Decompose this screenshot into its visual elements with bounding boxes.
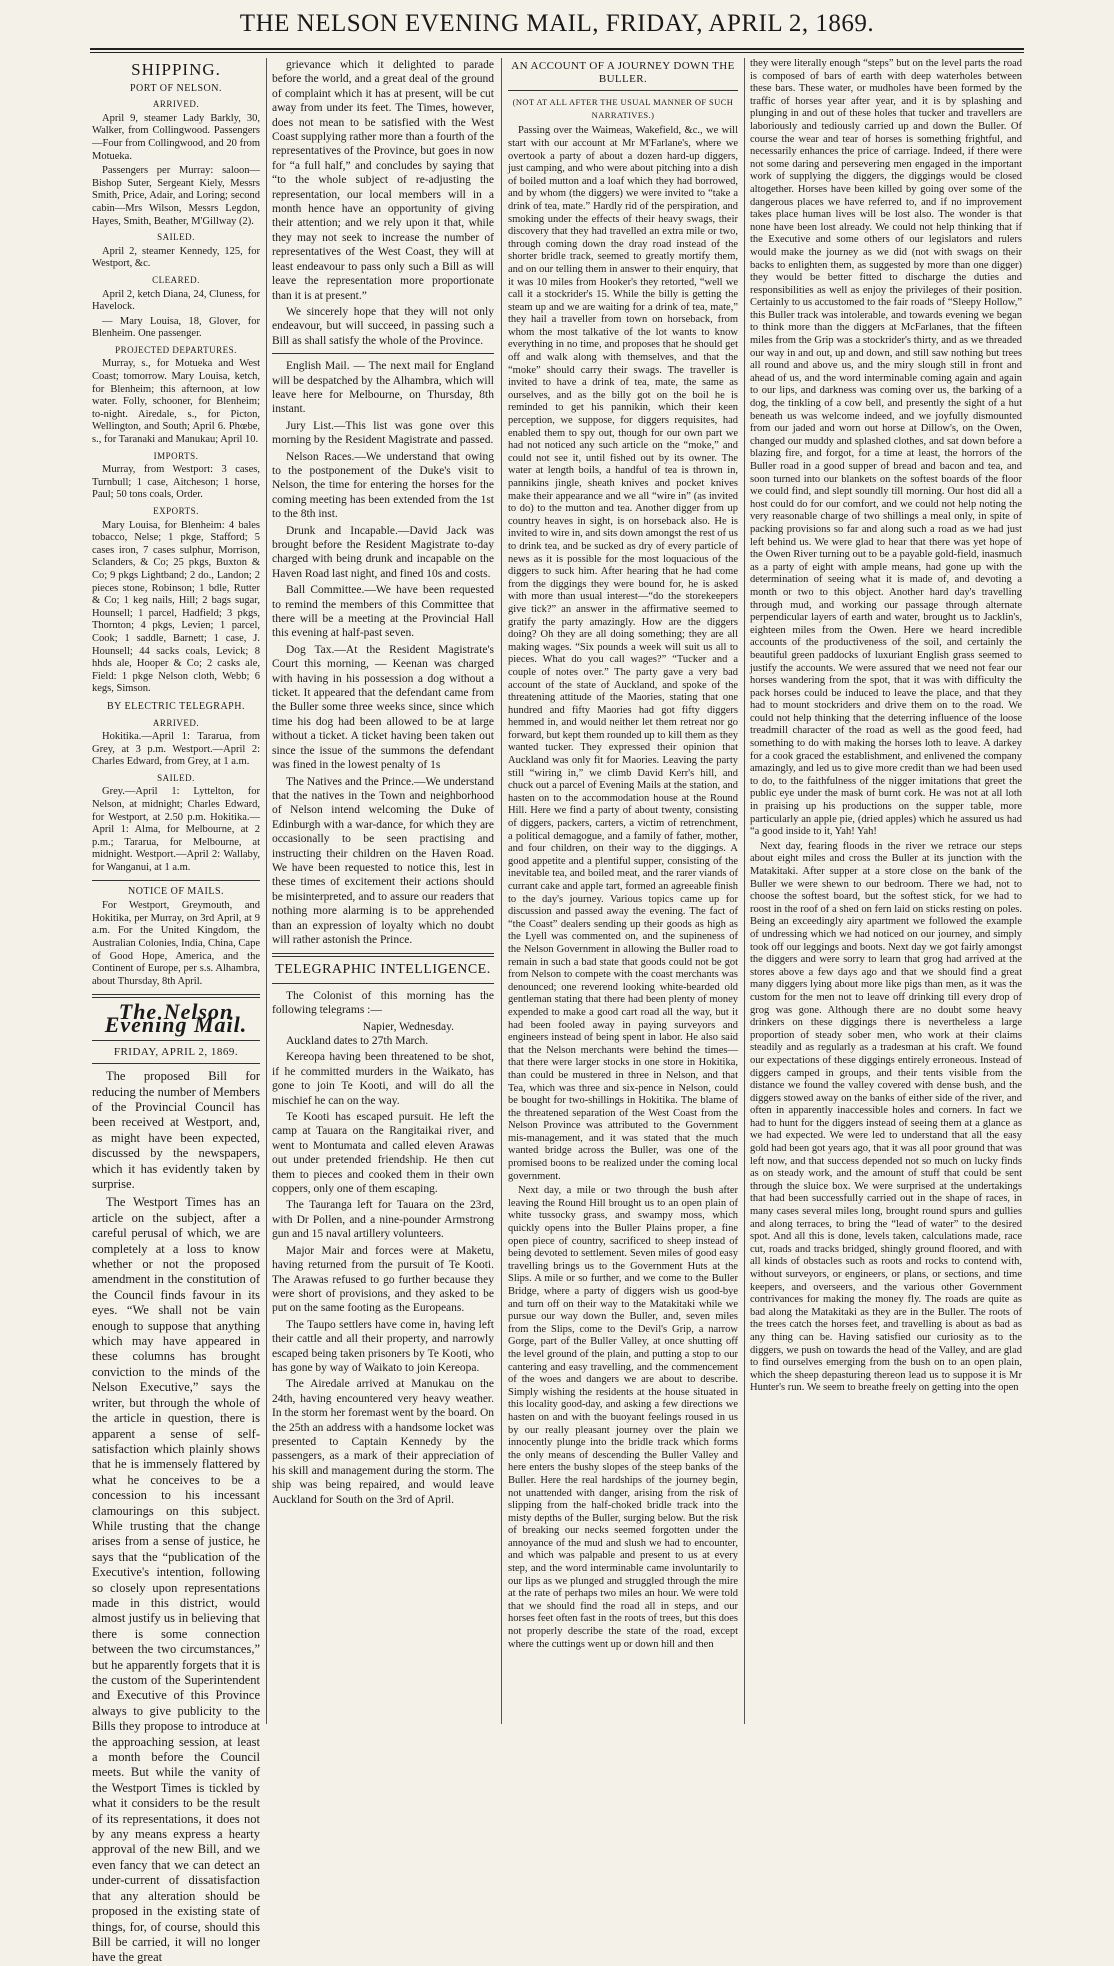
news-item-drunk: Drunk and Incapable.—David Jack was brought before the Resident Magistrate to-day charged with being drunk and incapable on the Haven Road last night, and fined 10s and costs. [272, 524, 494, 580]
cleared-entry: April 2, ketch Diana, 24, Cluness, for Havelock. [92, 288, 260, 313]
tel-sailed-entries: Grey.—April 1: Lyttelton, for Nelson, at midnight; Charles Edward, for Westport, at 2.50 p.m. Hokitika.—April 1: Alma, for Melbourne, at 2 p.m.; Tararua, for Melbourne, at midnight. Westport.—April 2: Wallaby, for Wanganui, at 1 a.m. [92, 786, 260, 874]
section-rule [92, 880, 260, 881]
arrived-entry: Passengers per Murray: saloon—Bishop Suter, Sergeant Kiely, Messrs Smith, Price, Adair, and Loring; second cabin—Mrs Wilson, Messrs Legdon, Hayes, Smith, Beather, M'Gillway (2). [92, 165, 260, 227]
telegraphic-heading: TELEGRAPHIC INTELLIGENCE. [275, 962, 491, 978]
buller-article-subtitle: (NOT AT ALL AFTER THE USUAL MANNER OF SUCH NARRATIVES.) [512, 97, 734, 120]
telegram-item: Te Kooti has escaped pursuit. He left the camp at Tauara on the Rangitaikai river, and went to Montumata and called eleven Arawas out under pretended friendship. He then cut them to pieces and cooked them in their own coppers, only one of them escaping. [272, 1111, 494, 1196]
port-heading: PORT OF NELSON. [129, 82, 222, 94]
news-item-dog-tax: Dog Tax.—At the Resident Magistrate's Court this morning, — Keenan was charged with having in his possession a dog without a ticket. It appeared that the defendant came from the Buller some three weeks since, since which time his dog had been allowed to be at large without a ticket. A ticket having been taken out since the issue of the summons the defendant was fined in the lowest penalty of 1s [272, 643, 494, 772]
masthead-rule [90, 48, 1024, 50]
telegram-item: The Taupo settlers have come in, having left their cattle and all their property, and narrowly escaped being taken prisoners by Te Kooti, who has gone by way of Waikato to join Kereopa. [272, 1318, 494, 1374]
cleared-entry: — Mary Louisa, 18, Glover, for Blenheim. One passenger. [92, 315, 260, 340]
projected-heading: PROJECTED DEPARTURES. [115, 344, 237, 355]
telegram-intro: The Colonist of this morning has the following telegrams :— [272, 989, 494, 1017]
news-item-ball-committee: Ball Committee.—We have been requested to remind the members of this Committee that there will be a meeting at the Provincial Hall this evening at half-past seven. [272, 584, 494, 640]
news-item-nelson-races: Nelson Races.—We understand that owing to the postponement of the Duke's visit to Nelson, the time for entering the horses for the coming meeting has been extended from the 1st to the 8th inst. [272, 450, 494, 521]
exports-heading: EXPORTS. [153, 506, 199, 516]
section-rule [92, 1040, 260, 1041]
lead-conclusion: We sincerely hope that they will not only endeavour, but will succeed, in passing such a Bill as shall satisfy the whole of the Province. [272, 305, 494, 347]
telegram-item: Kereopa having been threatened to be shot, if he committed murders in the Waikato, has gone to join Te Kooti, and will do all the mischief he can on the way. [272, 1051, 494, 1107]
buller-continuation: they were literally enough “steps” but on the level parts the road is composed of bars of earth with deep waterholes between these bars. These water, or mudholes have been formed by the traffic of horses year after year, and it is by splashing and plunging in and out of these holes that tucker and travellers are laboriously and tediously carried up and down the Buller. Of course the wear and tear of horses is something frightful, and necessarily enhances the price of carriage. Indeed, if there were not some daring and persevering men engaged in the important work of supplying the diggers, the diggings would be closed altogether. Horses have been killed by going over some of the dangerous places we have referred to, and if no improvement takes place human lives will be lost also. The wonder is that none have been lost already. We could not help thinking that if the Executive and some others of our legislators and rulers would make the journey as we did (not with swags on their backs to enlighten them, as suggested by more than one digger) they would be better fitted to discharge the duties and responsibilities as well as enjoy the privileges of their position. Certainly to us accustomed to the fair roads of “Sleepy Hollow,” this Buller track was intolerable, and towards evening we began to think more than the diggers at McFarlanes, that the fifteen miles from the Grip was a stockrider's thirty, and as we threaded our way in and out, up and down, and still saw nothing but trees all round and above us, and the miry slough still in front and ahead of us, and the word interminable coming again and again to our lips, and darkness was coming over us, the barking of a dog, the tinkling of a cow bell, and presently the sight of a hut beneath us was welcome indeed, and we joyfully dismounted from our jaded and worn out horse at Dillow's, on the Owen, changed our muddy and splashed clothes, and sat down before a blazing fire, and forgot, for a time at least, the horrors of the Buller road in a good supper of bread and bacon and tea, and soon turned into our blankets on the softest boards of the floor we could find, and slept soundly till morning. Our host did all a host could do for our comfort, and we could not help noting the very reasonable charge of two shillings a meal only, in spite of packing provisions so far and along such a road as we had just left behind us. We were glad to hear that there was yet hope of the Owen River turning out to be a payable gold-field, inasmuch as a party of eight with ample means, had gone up with the determination of seeing what it is made of, and devoting a month or two to this object. Another hard day's travelling through mud, and working our passage through alternate perpendicular layers of earth and water, brought us to Jacklin's, eighteen miles from the Owen. Here we heard incredible accounts of the productiveness of the soil, and certainly the beautiful green paddocks of luxuriant English grass seemed to justify the accounts. We were assured that we need not fear our horses wandering from the spot, that it was with difficulty the pack horses could be induced to leave the place, and that they had to mount stockriders and drive them on to the road. We could not help thinking that the deterring influence of the loose treadmill character of the road as well as the good feed, had something to do with making the horses loth to leave. A darkey for a cook graced the establishment, and enlivened the company amazingly, and led us to give more credit than we had been used to do, to the faithfulness of the nigger imitations that greet the public eye under the mask of burnt cork. He was not at all loth in praising up his productions on the supper table, more particularly an apple pie, (dried apples) which he assured us had “a good inside to it, Yah! Yah! [750, 58, 1022, 838]
telegram-place: Napier, Wednesday. [362, 1020, 454, 1033]
lead-continuation: grievance which it delighted to parade before the world, and a great deal of the ground of complaint which it has at present, will be cut away from under its feet. The Times, however, does not mean to be satisfied with the West Coast supplying rather more than a fourth of the representatives of the Province, but goes in now for “a full half,” and concludes by saying that “to the whole subject of re-adjusting the representation, our local members will in a month hence have an opportunity of giving their attention; and we rely upon it that, while they may not seek to increase the number of representatives of the West Coast, they will at least endeavour to pass only such a Bill as will leave the representation more proportionate than it is at present.” [272, 59, 494, 302]
column-divider [744, 58, 745, 1724]
buller-paragraph: Next day, fearing floods in the river we retrace our steps about eight miles and cross the Buller at its junction with the Matakitaki. After supper at a store close on the bank of the Buller we were shewn to our bedroom. There we had, not to choose the softest board, but the softest stick, for we had to roost in the roof of a shed on fern laid on sticks resting on poles. Being an exceedingly airy apartment we followed the example of undressing which we had noticed on our journey, and simply took off our leggings and boots. Next day we got fairly amongst the diggers and were sorry to learn that grog had arrived at the stores above a few days ago and that we should find a great many diggers lying about more like pigs than men, as it was the custom for the men not to leave off drinking till every drop of grog was gone. Although there are no doubt some heavy drinkers on these diggings there is nevertheless a large proportion of steady sober men, who work at their claims steadily and as regularly as a tradesman at his craft. We found our expectations of these diggings entirely erroneous. Instead of diggers camped in groups, and their tents visible from the distance we found the valley covered with dense bush, and the diggers stowed away on the banks of either side of the river, and often in apparently inaccessible holes and corners. In fact we had to hunt for the diggers instead of seeing them at a glance as we had expected. We were led to understand that all the easy gold had been got years ago, that it was all poor ground that was left now, and that success depended not so much on lucky finds as on steady work, and the amount of stuff that could be sent through the sluice box. We were surprised at the undertakings that had been successfully carried out in the shape of races, in many cases several miles long, brought round spurs and gullies and along terraces, to bring the “lead of water” to the desired spot. And all this is done, levels taken, calculations made, race cut, roads and tracks bridged, shingly ground floored, and with all kinds of obstacles such as roots and rocks to contend with, without surveyors, or engineers, or plans, or sections, and time keepers, and overseers, and the various other Government contrivances for making the money fly. The roads are quite as bad along the Matakitaki as they are in the Buller. The roots of the trees catch the horses feet, and travelling is about as bad as any thing can be. Having satisfied our curiosity as to the diggers, we push on towards the head of the Valley, and are glad to find ourselves emerging from the bush on to an open plain, which the sheep depasturing thereon lead us to suppose it is Mr Hunter's run. We seem to breathe freely on getting into the open [750, 840, 1022, 1394]
column-divider [501, 58, 502, 1724]
telegram-item: The Tauranga left for Tauara on the 23rd, with Dr Pollen, and a nine-pounder Armstrong gun and 15 naval artillery volunteers. [272, 1199, 494, 1241]
section-rule [272, 353, 494, 354]
double-rule [92, 994, 260, 998]
section-rule [272, 983, 494, 984]
masthead-rule-thin [90, 52, 1024, 53]
news-item-natives-prince: The Natives and the Prince.—We understand that the natives in the Town and neighborhood of Nelson intend welcoming the Duke of Edinburgh with a war-dance, for which they are occasionally to be seen practising and instructing their children on the Haven Road. We have been requested to notice this, lest in these times of excitement their actions should be misinterpreted, and to assure our readers that nothing more alarming is to be apprehended than an expression of loyalty which no doubt will rather astonish the Prince. [272, 775, 494, 946]
telegraph-heading: BY ELECTRIC TELEGRAPH. [107, 700, 245, 712]
exports-entries: Mary Louisa, for Blenheim: 4 bales tobacco, Nelse; 1 pkge, Stafford; 5 cases iron, 7 cases sulphur, Morrison, Sclanders, & Co; 25 pkgs, Buxton & Co; 9 pkgs Lightband; 2 do., Landon; 2 pieces stone, Robinson; 1 bdle, Rutter & Co; 1 keg nails, Hill; 2 bags sugar, Hounsell; 1 parcel, Hadfield; 3 pkgs, Thornton; 4 pkgs, Levien; 1 parcel, Cook; 1 saddle, Barnett; 1 case, J. Hounsell; 44 sacks coals, Levick; 8 hhds ale, Hooper & Co; 2 casks ale, Field: 1 pkge Nelson cloth, Webb; 6 kegs, Simson. [92, 519, 260, 695]
mails-notice: For Westport, Greymouth, and Hokitika, per Murray, on 3rd April, at 9 a.m. For the United Kingdom, the Australian Colonies, India, China, Cape of Good Hope, America, and the Continent of Europe, per s.s. Alhambra, about Thursday, 8th April. [92, 900, 260, 987]
editorial-dateline: FRIDAY, APRIL 2, 1869. [113, 1045, 239, 1058]
sailed-entry: April 2, steamer Kennedy, 125, for Westport, &c. [92, 245, 260, 270]
buller-paragraph: Next day, a mile or two through the bush after leaving the Round Hill brought us to an open plain of white tussocky grass, and swampy moss, which quickly opens into the Buller Plains proper, a fine open piece of country, sacrificed to sheep instead of being devoted to settlement. Seven miles of good easy travelling brings us to the Government Huts at the Slips. A mile or so further, and we come to the Buller Bridge, where a party of diggers wish us good-bye and turn off on their way to the Matakitaki while we pursue our way down the Buller, and, seven miles from the Slips, come to the Devil's Grip, a narrow Gorge, part of the Buller Valley, at once shutting off the level ground of the plain, and putting a stop to our cantering and easy travelling, and the commencement of the woes and dangers we are about to describe. Simply wishing the residents at the house situated in this locality good-day, and asking a few directions we hasten on and with the buoyant feelings roused in us by our really pleasant journey over the plain we innocently plunge into the bridle track which forms the only means of descending the Buller Valley and here enters the bushy slopes of the steep banks of the Buller. Here the real hardships of the journey begin, not unattended with danger, arising from the risk of slipping from the half-choked bridle track into the misty depths of the Buller, surging below. But the risk of breaking our necks seemed forgotten under the annoyance of the mud and slush we had to encounter, and which was palpable and present to us at every step, and the word interminable came involuntarily to our lips as we plunged and struggled through the mire at the rate of perhaps two miles an hour. We were told that we should find the road all in steps, and our horses feet often fast in the roots of trees, but this does not properly describe the state of the road, except where the cuttings went up or down hill and then [508, 1185, 738, 1650]
section-rule [508, 90, 738, 91]
telegram-item: The Airedale arrived at Manukau on the 24th, having encountered very heavy weather. In the storm her foremast went by the board. On the 25th an address with a handsome locket was presented to Captain Kennedy by the passengers, as a mark of their appreciation of his skill and management during the storm. The ship was being repaired, and would leave Auckland for South on the 3rd of April. [272, 1378, 494, 1506]
news-item-jury-list: Jury List.—This list was gone over this morning by the Resident Magistrate and passed. [272, 419, 494, 447]
column-4 [750, 58, 1022, 1726]
leading-article [92, 1069, 260, 1966]
double-rule [272, 953, 494, 957]
tel-sailed-heading: SAILED. [157, 772, 195, 783]
telegram-dates: Auckland dates to 27th March. [286, 1035, 429, 1047]
tel-arrived-heading: ARRIVED. [152, 717, 200, 728]
lead-paragraph: The Westport Times has an article on the subject, after a careful perusal of which, we are completely at a loss to know whether or not the proposed amendment in the constitution of the Council finds favour in its eyes. “We shall not be vain enough to suppose that anything which may have appeared in these columns has brought conviction to the minds of the Nelson Executive,” says the writer, but through the whole of the article in question, there is apparent a sense of self-satisfaction which plainly shows that he is immensely flattered by what he conceives to be a concession to his incessant clamourings on this subject. While trusting that the change arises from a sense of justice, he says that the “publication of the Executive's intention, following so closely upon representations made in this district, would almost justify us in believing that there is some connection between the two circumstances,” but he apparently forgets that it is the custom of the Superintendent and Executive of this Province always to give publicity to the Bills they propose to introduce at the approaching session, at least a month before the Council meets. But while the vanity of the Westport Times is tickled by what it considers to be the result of its representations, it does not by any means express a hearty approval of the new Bill, and we even fancy that we can detect an under-current of dissatisfaction that any alteration should be proposed in the existing state of things, for, of course, should this Bill be carried, it will no longer have the great [92, 1195, 260, 1965]
shipping-heading: SHIPPING. [131, 60, 221, 79]
news-item-english-mail: English Mail. — The next mail for England will be despatched by the Alhambra, which will leave here for Melbourne, on Thursday, 8th instant. [272, 360, 494, 416]
buller-article-title: AN ACCOUNT OF A JOURNEY DOWN THE BULLER. [511, 60, 735, 85]
column-1 [92, 58, 260, 1965]
arrived-heading: ARRIVED. [152, 99, 200, 110]
imports-entries: Murray, from Westport: 3 cases, Turnbull; 1 case, Aitcheson; 1 horse, Paul; 50 tons coals, Order. [92, 464, 260, 501]
masthead: THE NELSON EVENING MAIL, FRIDAY, APRIL 2, 1869. [239, 10, 875, 37]
arrived-entry: April 9, steamer Lady Barkly, 30, Walker, from Collingwood. Passengers—Four from Collingwood, and 20 from Motueka. [92, 112, 260, 162]
column-3 [508, 58, 738, 1726]
sailed-heading: SAILED. [157, 232, 195, 243]
projected-entries: Murray, s., for Motueka and West Coast; tomorrow. Mary Louisa, ketch, for Blenheim; this afternoon, at low water. Folly, schooner, for Blenheim; to-night. Airedale, s., for Picton, Wellington, and South; April 6. Phœbe, s., for Taranaki and Manukau; April 10. [92, 358, 260, 446]
imports-heading: IMPORTS. [153, 450, 199, 461]
section-rule [92, 1063, 260, 1064]
column-divider [266, 58, 267, 1724]
telegram-item: Major Mair and forces were at Maketu, having returned from the pursuit of Te Kooti. The Arawas refused to go further because they were short of provisions, and they asked to be put on the same footing as the Europeans. [272, 1244, 494, 1315]
mails-heading: NOTICE OF MAILS. [127, 885, 225, 897]
column-2 [272, 58, 494, 1726]
paper-title: The Nelson Evening Mail. [104, 999, 248, 1037]
cleared-heading: CLEARED. [152, 274, 200, 285]
lead-paragraph: The proposed Bill for reducing the number of Members of the Provincial Council has been received at Westport, and, as might have been expected, discussed by the newspapers, which it has evidently taken by surprise. [92, 1069, 260, 1191]
buller-paragraph: Passing over the Waimeas, Wakefield, &c., we will start with our account at Mr M'Farlane's, where we overtook a party of about a dozen hard-up diggers, just camping, and who were about pitching into a dish of boiled mutton and a loaf which they had borrowed, and by whom (the diggers) we were invited to “take a drink of tea, mate.” Hardly rid of the perspiration, and smoking under the effects of their heavy swags, their discovery that they had travelled an extra mile or two, through coming down the dray road instead of the shorter bridle track, seemed to greatly mortify them, and on our telling them in answer to their enquiry, that it was 10 miles from Hooker's they retorted, “well we call it a stockrider's 15. While the billy is getting the steam up and we are waiting for a drink of tea, mate,” they hail a traveller from town on horseback, from whom the most talkative of the lot wants to know everything in no time, and proposes that he should get off and walk along with themselves, and that the “moke” should carry their swags. The traveller is invited to have a drink of tea, mate, the same as ourselves, and as the billy got on the boil he is reminded to get his pannikin, which their keen perception, we suppose, for diggers requisites, had enabled them to spy out, though for our own part we had not noticed any such article on the “moke,” and could not see it, until fished out by its owner. The water at length boils, a handful of tea is thrown in, pannikins jingle, sheath knives and pocket knives make their appearance and we all “wire in” (as invited to do) to the mutton and tea. Another digger from up country heaves in sight, is on horseback also. He is invited to wire in, and sits down amongst the rest of us to drink tea, and be sucked as dry of every particle of news as it is possible for the most loquacious of the diggers to suck him. After hearing that he had come from the diggings they were bound for, he is asked with more than usual interest—“do the storekeepers give tick?” an answer in the affirmative seemed to gratify the party amazingly. How are the diggers doing? Oh they are all doing something; they are all making wages. “Six pounds a week will suit us all to pieces. What do you call wages?” “Tucker and a couple of notes over.” The party gave a very bad account of the state of Auckland, and spoke of the threatening attitude of the Maories, stating that one hundred and fifty Maories had got fifty diggers hemmed in, and would neither let them retreat nor go forward, but kept them rounded up to kill them as they wanted tucker. They expressed their opinion that Auckland was only fit for Maories. Leaving the party still “wiring in,” we climb David Kerr's hill, and chuck out a parcel of Evening Mails at the station, and hasten on to the accommodation house at the Round Hill. Here we find a party of about twenty, consisting of diggers, packers, carters, a victim of retrenchment, a political demagogue, and a family of father, mother, and four children, on their way to the diggings. A good appetite and a plentiful supper, consisting of the inevitable tea, and boiled meat, and the rarer viands of currant cake and apple tart, formed an agreeable finish to the day's journey. Various topics came up for discussion and passed away the evening. The fact of “the Coast” dealers sending up their goods as high as the Lyell was commented on, and the supineness of the Nelson Government in allowing the Buller road to remain in such a bad state that goods could not be got from Nelson to compete with the coast merchants was denounced; one reverend looking white-bearded old gentleman stating that there had been plenty of money expended to make a good cart road all the way, but it had been fooled away in paying surveyors and engineers instead of being spent in labor. He also said that the Nelson merchants were behind the times—that there were larger stocks in one store in Hokitika, than could be mustered in three in Nelson, and that Tea, which was three and six-pence in Nelson, could be bought for two-shillings in Hokitika. The blame of the threatened separation of the West Coast from the Nelson Province was attributed to the Government mis-management, and it was stated that the much wanted bridge across the Buller, was one of the promised boons to be realized under the coming local government. [508, 125, 738, 1182]
tel-arrived-entries: Hokitika.—April 1: Tararua, from Grey, at 3 p.m. Westport.—April 2: Charles Edward, from Grey, at 1 a.m. [92, 731, 260, 768]
